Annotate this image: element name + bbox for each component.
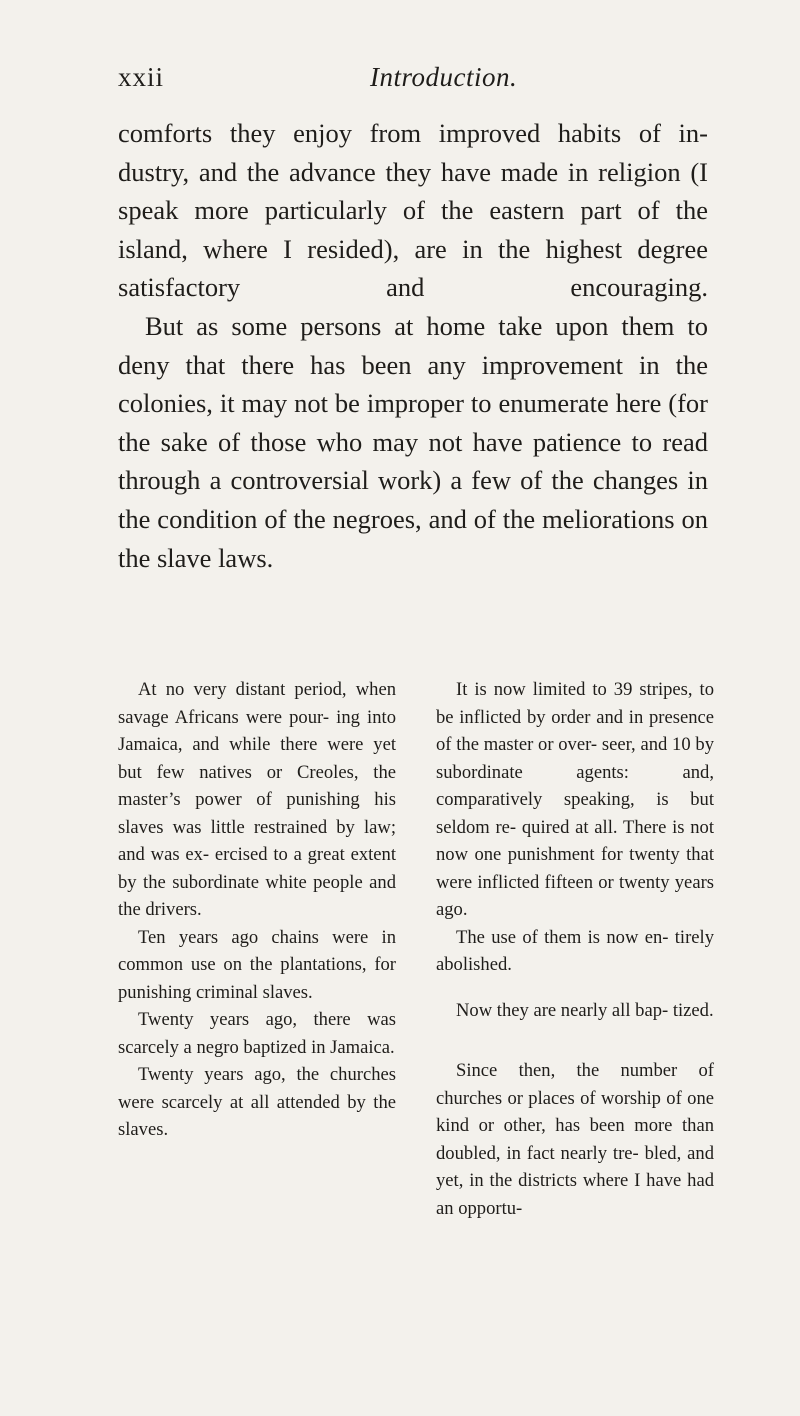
left-entry-2: Ten years ago chains were in common use on the plantations, for punishing criminal slaves. <box>118 926 396 1003</box>
main-text <box>118 114 708 577</box>
page-header <box>118 62 718 102</box>
left-column <box>118 676 396 1144</box>
paragraph-2: But as some persons at home take upon them to deny that there has been any improvement in the colonies, it may not be improper to enumerate here (for the sake of those who may not have patience to read through a controversial work) a few of the changes in the condition of the negroes, and of the meliorations on the slave laws. <box>118 310 708 573</box>
left-entry-1: At no very distant period, when savage Africans were pour- ing into Jamaica, and while there were yet but few natives or Creoles, the master’s power of punishing his slaves was little restrained by law; and was ex- ercised to a great extent by the subordinate white people and the drivers. <box>118 679 396 920</box>
right-entry-3: Now they are nearly all bap- tized. <box>456 999 714 1021</box>
right-entry-1: It is now limited to 39 stripes, to be inflicted by order and in presence of the master or over- seer, and 10 by subordinate agents: and, comparatively speaking, is but seldom re- quired at all. There is not now one punishment for twenty that were inflicted fifteen or twenty years ago. <box>436 679 714 920</box>
right-entry-2: The use of them is now en- tirely abolished. <box>436 926 714 975</box>
right-column <box>436 676 714 1222</box>
page-number: xxii <box>118 62 165 92</box>
left-entry-4: Twenty years ago, the churches were scarcely at all attended by the slaves. <box>118 1064 396 1140</box>
right-entry-4: Since then, the number of churches or places of worship of one kind or other, has been more than doubled, in fact nearly tre- bled, and yet, in the districts where I have had an opportu- <box>436 1060 714 1219</box>
left-entry-3: Twenty years ago, there was scarcely a negro baptized in Jamaica. <box>118 1009 396 1058</box>
paragraph-1: comforts they enjoy from improved habits of in- dustry, and the advance they have made in religion (I speak more particularly of the eastern part of the island, where I resided), are in the highest degree satisfactory and encouraging. <box>118 118 708 303</box>
running-title: Introduction. <box>370 62 518 92</box>
